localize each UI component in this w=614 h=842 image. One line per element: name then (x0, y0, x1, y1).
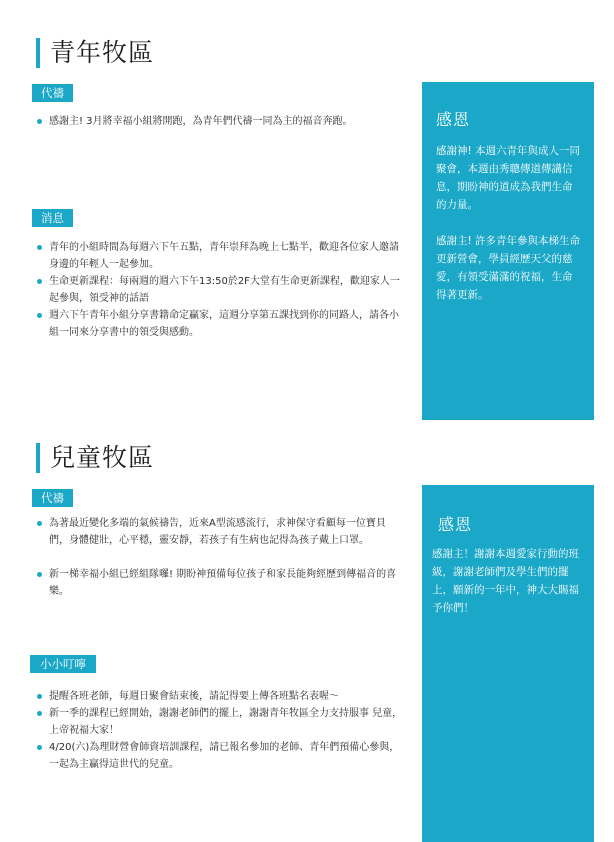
children-reminder-tag: 小小叮嚀 (30, 655, 96, 673)
youth-prayer-list (35, 113, 397, 130)
list-item: 4/20(六)為理財營會師資培訓課程，請已報名參加的老師、青年們預備心參與，一起為主贏得這世代的兒童。 (35, 739, 407, 773)
list-item: 為著最近變化多端的氣候禱告，近來A型流感流行，求神保守看顧每一位寶貝們，身體健壯，心平穩，靈安靜，若孩子有生病也記得為孩子戴上口罩。 (35, 515, 405, 549)
youth-thanks-title: 感恩 (436, 110, 471, 129)
youth-thanks-text-1: 感謝神! 本週六青年與成人一同聚會，本週由秀聰傳道傳講信息，期盼神的道成為我們生命的力量。 (436, 145, 581, 211)
youth-thanks-panel (422, 82, 594, 420)
children-prayer-list (35, 515, 405, 600)
youth-news-tag: 消息 (32, 209, 73, 227)
youth-thanks-text-2: 感謝主! 許多青年參與本梯生命更新營會，學員經歷天父的慈愛，有領受滿滿的祝福，生命得著更新。 (436, 235, 581, 301)
youth-news-list (35, 239, 407, 341)
youth-section-title: 青年牧區 (36, 38, 154, 68)
children-thanks-title: 感恩 (438, 515, 473, 534)
children-thanks-panel (422, 485, 594, 842)
list-item: 生命更新課程：每兩週的週六下午13:50於2F大堂有生命更新課程，歡迎家人一起參與，領受神的話語 (35, 273, 407, 307)
list-item: 新一季的課程已經開始，謝謝老師們的擺上，謝謝青年牧區全力支持服事 兒童，上帝祝福大家！ (35, 705, 407, 739)
list-item: 新一梯幸福小組已經組隊囉! 期盼神預備每位孩子和家長能夠經歷到傳福音的喜樂。 (35, 566, 405, 600)
children-prayer-tag: 代禱 (32, 489, 73, 507)
list-item: 青年的小組時間為每週六下午五點，青年崇拜為晚上七點半，歡迎各位家人邀請身邊的年輕人一起參加。 (35, 239, 407, 273)
youth-prayer-tag: 代禱 (32, 84, 73, 102)
list-item: 週六下午青年小組分享書籍命定贏家，這週分享第五課找到你的同路人，請各小組一同來分享書中的領受與感動。 (35, 307, 407, 341)
children-reminder-list (35, 688, 407, 773)
children-thanks-text: 感謝主！謝謝本週愛家行動的班級，謝謝老師們及學生們的擺上，願新的一年中，神大大賜福予你們！ (432, 548, 579, 614)
list-item: 提醒各班老師，每週日聚會結束後，請記得要上傳各班點名表喔～ (35, 688, 407, 705)
children-section-title: 兒童牧區 (36, 443, 154, 473)
list-item: 感謝主! 3月將幸福小組將開跑，為青年們代禱一同為主的福音奔跑。 (35, 113, 397, 130)
